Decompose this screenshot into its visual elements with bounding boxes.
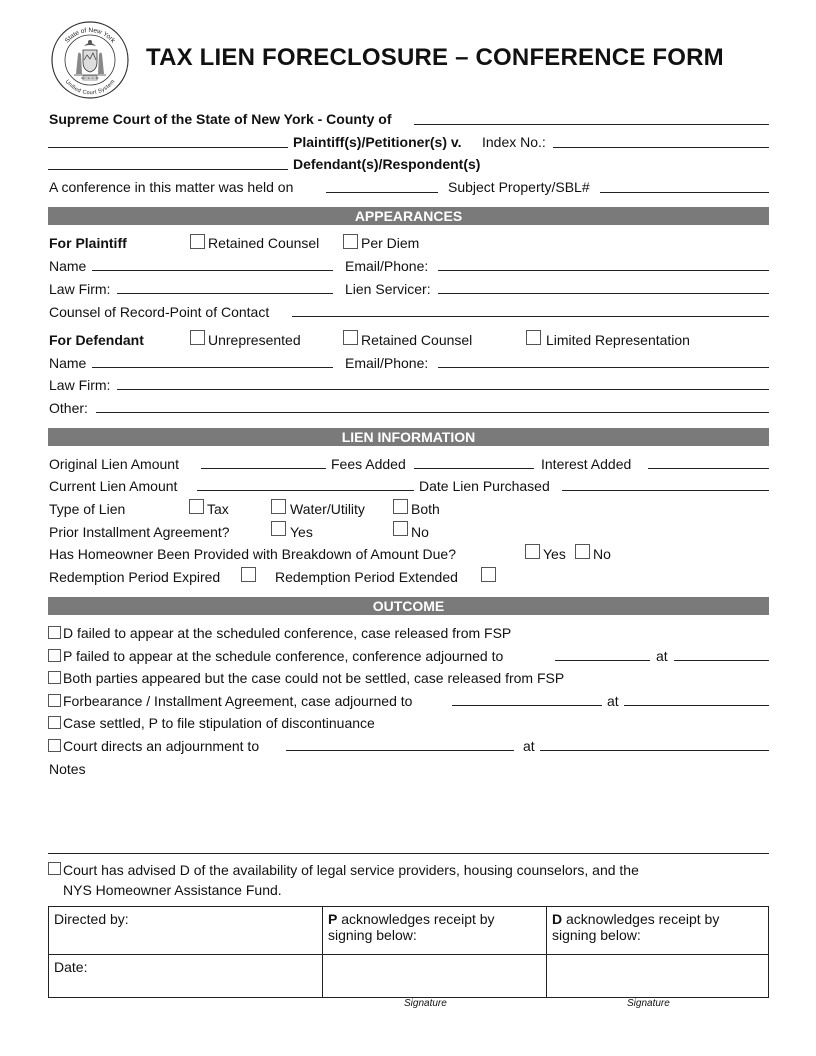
index-no-field[interactable] bbox=[553, 147, 769, 148]
p-signature-cell[interactable] bbox=[323, 955, 547, 998]
appearances-heading: APPEARANCES bbox=[48, 207, 769, 225]
prior-installment-no-checkbox[interactable] bbox=[393, 521, 408, 536]
type-of-lien-label: Type of Lien bbox=[49, 501, 126, 517]
outcome-d-failed-label: D failed to appear at the scheduled conference, case released from FSP bbox=[63, 625, 512, 641]
for-plaintiff-label: For Plaintiff bbox=[49, 235, 127, 251]
defendant-retained-counsel-label: Retained Counsel bbox=[361, 332, 473, 348]
seal-text-bottom: Unified Court System bbox=[63, 78, 117, 97]
prior-installment-label: Prior Installment Agreement? bbox=[49, 524, 230, 540]
p-signature-caption: Signature bbox=[404, 998, 447, 1009]
limited-representation-checkbox[interactable] bbox=[526, 330, 541, 345]
fees-added-field[interactable] bbox=[414, 468, 534, 469]
original-lien-amount-label: Original Lien Amount bbox=[49, 456, 179, 472]
limited-representation-label: Limited Representation bbox=[546, 332, 690, 348]
unrepresented-label: Unrepresented bbox=[208, 332, 301, 348]
notes-field[interactable] bbox=[48, 853, 769, 854]
outcome-p-failed-checkbox[interactable] bbox=[48, 649, 61, 662]
lien-both-label: Both bbox=[411, 501, 440, 517]
lien-water-utility-label: Water/Utility bbox=[290, 501, 365, 517]
d-signature-caption: Signature bbox=[627, 998, 670, 1009]
p-ack-text-2: signing below: bbox=[328, 927, 417, 943]
per-diem-checkbox[interactable] bbox=[343, 234, 358, 249]
outcome-adjournment-label: Court directs an adjournment to bbox=[63, 738, 260, 754]
conference-date-label: A conference in this matter was held on bbox=[49, 179, 294, 195]
outcome-not-settled-checkbox[interactable] bbox=[48, 671, 61, 684]
county-field[interactable] bbox=[414, 124, 769, 125]
outcome-p-failed-date-field[interactable] bbox=[555, 660, 650, 661]
current-lien-amount-label: Current Lien Amount bbox=[49, 478, 178, 494]
plaintiff-law-firm-label: Law Firm: bbox=[49, 281, 111, 297]
lien-tax-label: Tax bbox=[207, 501, 229, 517]
lien-servicer-field[interactable] bbox=[438, 293, 769, 294]
d-signature-cell[interactable] bbox=[547, 955, 769, 998]
counsel-of-record-field[interactable] bbox=[292, 316, 769, 317]
plaintiff-retained-counsel-checkbox[interactable] bbox=[190, 234, 205, 249]
counsel-of-record-label: Counsel of Record-Point of Contact bbox=[49, 304, 270, 320]
breakdown-question-label: Has Homeowner Been Provided with Breakdown of Amount Due? bbox=[49, 546, 456, 562]
lien-tax-checkbox[interactable] bbox=[189, 499, 204, 514]
outcome-d-failed-checkbox[interactable] bbox=[48, 626, 61, 639]
directed-by-cell[interactable] bbox=[49, 907, 323, 955]
plaintiff-label: Plaintiff(s)/Petitioner(s) v. bbox=[293, 134, 462, 150]
p-acknowledges-cell bbox=[323, 907, 547, 955]
p-bold: P bbox=[328, 911, 338, 927]
prior-installment-yes-label: Yes bbox=[290, 524, 313, 540]
d-acknowledges-cell bbox=[547, 907, 769, 955]
defendant-name-field[interactable] bbox=[92, 367, 333, 368]
interest-added-field[interactable] bbox=[648, 468, 769, 469]
court-advised-line2: NYS Homeowner Assistance Fund. bbox=[63, 882, 282, 898]
outcome-adjournment-at-label: at bbox=[523, 738, 535, 754]
outcome-p-failed-time-field[interactable] bbox=[674, 660, 769, 661]
current-lien-amount-field[interactable] bbox=[197, 490, 414, 491]
plaintiff-retained-counsel-label: Retained Counsel bbox=[208, 235, 320, 251]
seal-text-top: State of New York bbox=[63, 26, 117, 45]
date-lien-purchased-field[interactable] bbox=[562, 490, 769, 491]
subject-property-field[interactable] bbox=[600, 192, 769, 193]
defendant-field[interactable] bbox=[48, 169, 288, 170]
redemption-expired-label: Redemption Period Expired bbox=[49, 569, 221, 585]
fees-added-label: Fees Added bbox=[331, 456, 406, 472]
defendant-label: Defendant(s)/Respondent(s) bbox=[293, 156, 481, 172]
outcome-settled-checkbox[interactable] bbox=[48, 716, 61, 729]
page-title: TAX LIEN FORECLOSURE – CONFERENCE FORM bbox=[146, 44, 724, 71]
plaintiff-email-label: Email/Phone: bbox=[345, 258, 429, 274]
outcome-p-failed-label: P failed to appear at the schedule conference, conference adjourned to bbox=[63, 648, 504, 664]
seal-motto: EXCELSIOR bbox=[81, 76, 99, 81]
lien-water-utility-checkbox[interactable] bbox=[271, 499, 286, 514]
other-label: Other: bbox=[49, 400, 88, 416]
date-cell[interactable] bbox=[49, 955, 323, 998]
outcome-adjournment-date-field[interactable] bbox=[286, 750, 514, 751]
outcome-adjournment-time-field[interactable] bbox=[540, 750, 769, 751]
ny-courts-seal-icon bbox=[50, 20, 130, 100]
date-label: Date: bbox=[54, 959, 88, 975]
breakdown-yes-label: Yes bbox=[543, 546, 566, 562]
notes-label: Notes bbox=[49, 761, 86, 777]
lien-information-heading: LIEN INFORMATION bbox=[48, 428, 769, 446]
outcome-p-failed-at-label: at bbox=[656, 648, 668, 664]
d-ack-text-2: signing below: bbox=[552, 927, 641, 943]
court-county-label: Supreme Court of the State of New York - County of bbox=[49, 111, 392, 127]
defendant-law-firm-label: Law Firm: bbox=[49, 377, 111, 393]
directed-by-label: Directed by: bbox=[54, 911, 129, 927]
outcome-forbearance-time-field[interactable] bbox=[624, 705, 769, 706]
defendant-email-field[interactable] bbox=[438, 367, 769, 368]
unrepresented-checkbox[interactable] bbox=[190, 330, 205, 345]
outcome-not-settled-label: Both parties appeared but the case could not be settled, case released from FSP bbox=[63, 670, 565, 686]
lien-both-checkbox[interactable] bbox=[393, 499, 408, 514]
index-no-label: Index No.: bbox=[482, 134, 546, 150]
plaintiff-name-field[interactable] bbox=[92, 270, 333, 271]
plaintiff-law-firm-field[interactable] bbox=[117, 293, 333, 294]
other-field[interactable] bbox=[96, 412, 769, 413]
subject-property-label: Subject Property/SBL# bbox=[448, 179, 590, 195]
redemption-extended-checkbox[interactable] bbox=[481, 567, 496, 582]
outcome-forbearance-at-label: at bbox=[607, 693, 619, 709]
interest-added-label: Interest Added bbox=[541, 456, 632, 472]
plaintiff-email-field[interactable] bbox=[438, 270, 769, 271]
signature-table bbox=[48, 906, 769, 998]
redemption-extended-label: Redemption Period Extended bbox=[275, 569, 458, 585]
plaintiff-field[interactable] bbox=[48, 147, 288, 148]
conference-date-field[interactable] bbox=[326, 192, 438, 193]
lien-servicer-label: Lien Servicer: bbox=[345, 281, 431, 297]
for-defendant-label: For Defendant bbox=[49, 332, 144, 348]
outcome-forbearance-date-field[interactable] bbox=[452, 705, 602, 706]
plaintiff-name-label: Name bbox=[49, 258, 87, 274]
outcome-heading: OUTCOME bbox=[48, 597, 769, 615]
outcome-adjournment-checkbox[interactable] bbox=[48, 739, 61, 752]
date-lien-purchased-label: Date Lien Purchased bbox=[419, 478, 550, 494]
d-bold: D bbox=[552, 911, 563, 927]
defendant-name-label: Name bbox=[49, 355, 87, 371]
outcome-settled-label: Case settled, P to file stipulation of discontinuance bbox=[63, 715, 375, 731]
original-lien-amount-field[interactable] bbox=[201, 468, 326, 469]
d-ack-text-1: acknowledges receipt by bbox=[562, 911, 720, 927]
outcome-forbearance-label: Forbearance / Installment Agreement, case adjourned to bbox=[63, 693, 413, 709]
prior-installment-yes-checkbox[interactable] bbox=[271, 521, 286, 536]
prior-installment-no-label: No bbox=[411, 524, 429, 540]
defendant-retained-counsel-checkbox[interactable] bbox=[343, 330, 358, 345]
court-advised-checkbox[interactable] bbox=[48, 862, 61, 875]
per-diem-label: Per Diem bbox=[361, 235, 420, 251]
outcome-forbearance-checkbox[interactable] bbox=[48, 694, 61, 707]
p-ack-text-1: acknowledges receipt by bbox=[337, 911, 495, 927]
court-advised-line1: Court has advised D of the availability of legal service providers, housing counselors, and the bbox=[63, 862, 639, 878]
defendant-email-label: Email/Phone: bbox=[345, 355, 429, 371]
breakdown-no-label: No bbox=[593, 546, 611, 562]
breakdown-no-checkbox[interactable] bbox=[575, 544, 590, 559]
redemption-expired-checkbox[interactable] bbox=[241, 567, 256, 582]
breakdown-yes-checkbox[interactable] bbox=[525, 544, 540, 559]
defendant-law-firm-field[interactable] bbox=[117, 389, 769, 390]
